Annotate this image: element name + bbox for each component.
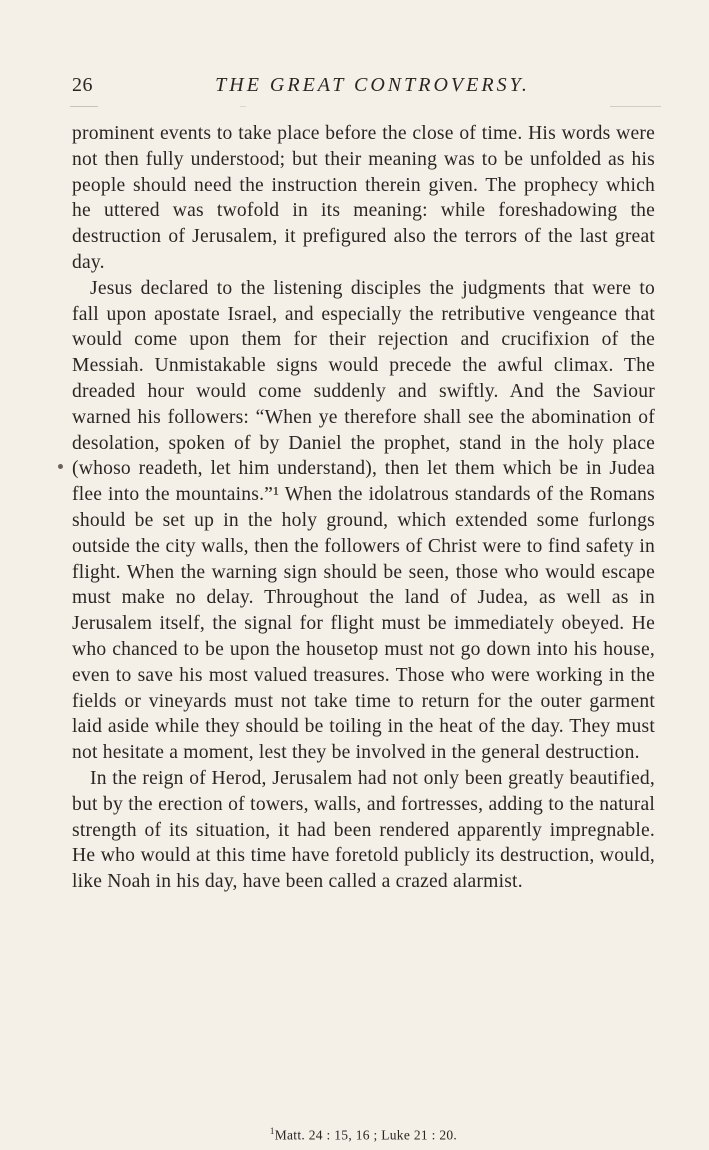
paragraph-reign-of-herod: In the reign of Herod, Jerusalem had not only been greatly beautified, but by the erection of towers, walls, and fortresses, adding to the natural strength of its situation, it had been rendered apparently impregnable. He who would at this time have foretold publicly its destruction, would, like Noah in his day, have been called a crazed alarmist.: [72, 767, 655, 893]
header-rule: [70, 106, 661, 107]
running-head: [72, 70, 655, 104]
footnote-text: Matt. 24 : 15, 16 ; Luke 21 : 20.: [274, 1127, 458, 1143]
book-page: [72, 70, 655, 1143]
paragraph-continued: prominent events to take place before the close of time. His words were not then fully understood; but their meaning was to be unfolded as his people should need the instruction therein given. The prophecy which he uttered was twofold in its meaning: while foreshadowing the destruction of Jerusalem, it prefigured also the terrors of the last great day.: [72, 123, 655, 273]
footnote: [72, 1126, 655, 1144]
running-title: THE GREAT CONTROVERSY.: [215, 74, 530, 96]
footnote-marker: 1: [269, 1126, 275, 1136]
paragraph-jesus-declared: Jesus declared to the listening disciples the judgments that were to fall upon apostate Israel, and especially the retributive vengeance that would come upon them for their rejection and crucifixion of the Messiah. Unmistakable signs would precede the awful climax. The dreaded hour would come suddenly and swiftly. And the Saviour warned his followers: “When ye therefore shall see the abomination of desolation, spoken of by Daniel the prophet, stand in the holy place (whoso readeth, let him understand), then let them which be in Judea flee into the mountains.”¹ When the idolatrous standards of the Romans should be set up in the holy ground, which extended some furlongs outside the city walls, then the followers of Christ were to find safety in flight. When the warning sign should be seen, those who would escape must make no delay. Throughout the land of Judea, as well as in Jerusalem itself, the signal for flight must be immediately obeyed. He who chanced to be upon the housetop must not go down into his house, even to save his most valued treasures. Those who were working in the fields or vineyards must not take time to return for the outer garment laid aside while they should be toiling in the heat of the day. They must not hesitate a moment, lest they be involved in the general destruction.: [72, 277, 655, 764]
margin-dot: [58, 464, 63, 469]
body-text: [72, 121, 655, 895]
page-number: 26: [72, 74, 93, 96]
